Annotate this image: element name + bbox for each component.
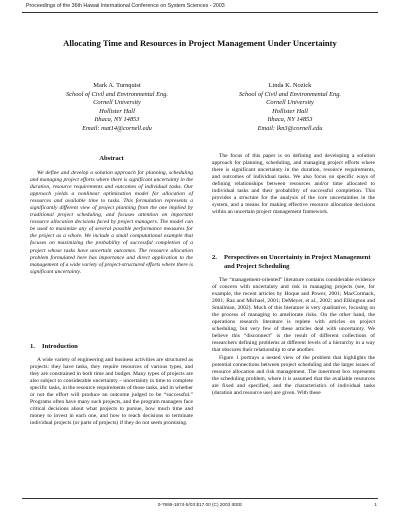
section-number: 2. bbox=[212, 254, 217, 261]
author-affiliation-line: School of Civil and Environmental Eng. bbox=[65, 90, 168, 98]
author-email: Email: lkn3@cornell.edu bbox=[257, 124, 323, 132]
right-column-section-2 bbox=[212, 253, 375, 397]
author-affiliation-line: Cornell University bbox=[93, 99, 141, 107]
abstract-heading: Abstract bbox=[99, 155, 124, 162]
author-affiliation-line: Ithaca, NY 14853 bbox=[94, 116, 140, 124]
left-column bbox=[30, 155, 193, 276]
author-name: Mark A. Turnquist bbox=[93, 82, 141, 89]
right-column bbox=[212, 153, 375, 216]
author-affiliation-line: Hollister Hall bbox=[272, 107, 308, 115]
section-2-heading bbox=[212, 253, 375, 271]
section-number: 1. bbox=[30, 343, 35, 350]
abstract-text: We define and develop a solution approach for planning, scheduling and managing project efforts where there is significant uncertainty in the duration, resource requirements and outcomes of individual tasks. Our approach yields a nonlinear optimization model for allocation of resources and available time to tasks. This formulation represents a significantly different view of project planning from the one implied by traditional project scheduling, and focuses attention on important resource allocation decisions faced by project managers. The model can be used to maximize any of several possible performance measures for the project as a whole. We include a small computational example that focuses on maximizing the probability of successful completion of a project whose tasks have uncertain outcomes. The resource allocation problem formulated here has importance and direct application to the management of a wide variety of project-structured efforts where there is significant uncertainty. bbox=[30, 170, 193, 275]
author-block-2 bbox=[210, 82, 370, 134]
section-title: Introduction bbox=[42, 343, 78, 350]
header-rule bbox=[22, 12, 378, 13]
paper-title: Allocating Time and Resources in Project Management Under Uncertainty bbox=[63, 38, 337, 48]
body-paragraph: Figure 1 portrays a nested view of the problem that highlights the potential connections between project scheduling and the larger issues of resource allocation and risk management. The innermost box represents the scheduling problem, where it is assumed that the available resources are fixed and specified, and the characteristics of individual tasks (duration and resource use) are given. With these bbox=[212, 354, 375, 396]
body-paragraph: The “management-oriented” literature contains considerable evidence of concern with uncertainty and risk in managing projects (see, for example, the recent articles by Hoque and Power, 2001; MacCormack, 2001; Raz and Michael, 2001; DeMeyer, et al., 2002; and Elkington and Smallman, 2002). Much of this literature is very qualitative, focusing on the process of managing to ameliorate risks. On the other hand, the operations research literature is replete with articles on project scheduling, but very few of these articles deal with uncertainty. We believe this “disconnect” is the result of different collections of researchers defining problems at different levels of a hierarchy in a way that obscures their relationship to one another. bbox=[212, 277, 375, 354]
author-name: Linda K. Nozick bbox=[268, 82, 312, 89]
section-1-heading bbox=[30, 342, 193, 351]
running-header: Proceedings of the 36th Hawaii International Conference on System Sciences - 2003 bbox=[26, 3, 225, 9]
author-affiliation-line: Hollister Hall bbox=[99, 107, 135, 115]
footer-rule bbox=[22, 498, 378, 499]
author-affiliation-line: Cornell University bbox=[266, 99, 314, 107]
author-block-1 bbox=[37, 82, 197, 134]
author-affiliation-line: School of Civil and Environmental Eng. bbox=[238, 90, 341, 98]
body-paragraph: A wide variety of engineering and business activities are structured as projects: they have tasks, they require resources of various types, and they are constrained in both time and budget. Many types of projects are also subject to considerable uncertainty – uncertainty in time to complete specific tasks, in the resource requirements of those tasks, and in whether or not the effort will produce an outcome judged to be “successful.” Programs often have many such projects, and the program managers face critical decisions about what projects to pursue, how much time and money to invest in each one, and how to reach decisions to terminate individual projects (or parts of projects) if they do not seem promising. bbox=[30, 357, 193, 427]
body-paragraph: The focus of this paper is on defining and developing a solution approach for planning, scheduling, and managing project efforts where there is significant uncertainty in the duration, resource requirements, and outcomes of individual tasks. We also focus on specific ways of defining relationships between resources and/or time allocated to individual tasks and their probability of successful completion. This provides a structure for the analysis of the core uncertainties in the system, and a means for making effective resource allocation decisions within an uncertain project management framework. bbox=[212, 153, 375, 216]
footer-isbn: 0-7695-1874-5/03 $17.00 (C) 2003 IEEE bbox=[157, 502, 243, 507]
page-number: 1 bbox=[374, 502, 377, 507]
author-affiliation-line: Ithaca, NY 14853 bbox=[267, 116, 313, 124]
author-email: Email: mat14@cornell.edu bbox=[82, 124, 152, 132]
left-column-intro bbox=[30, 342, 193, 427]
section-title: Perspectives on Uncertainty in Project Management and Project Scheduling bbox=[224, 254, 371, 270]
